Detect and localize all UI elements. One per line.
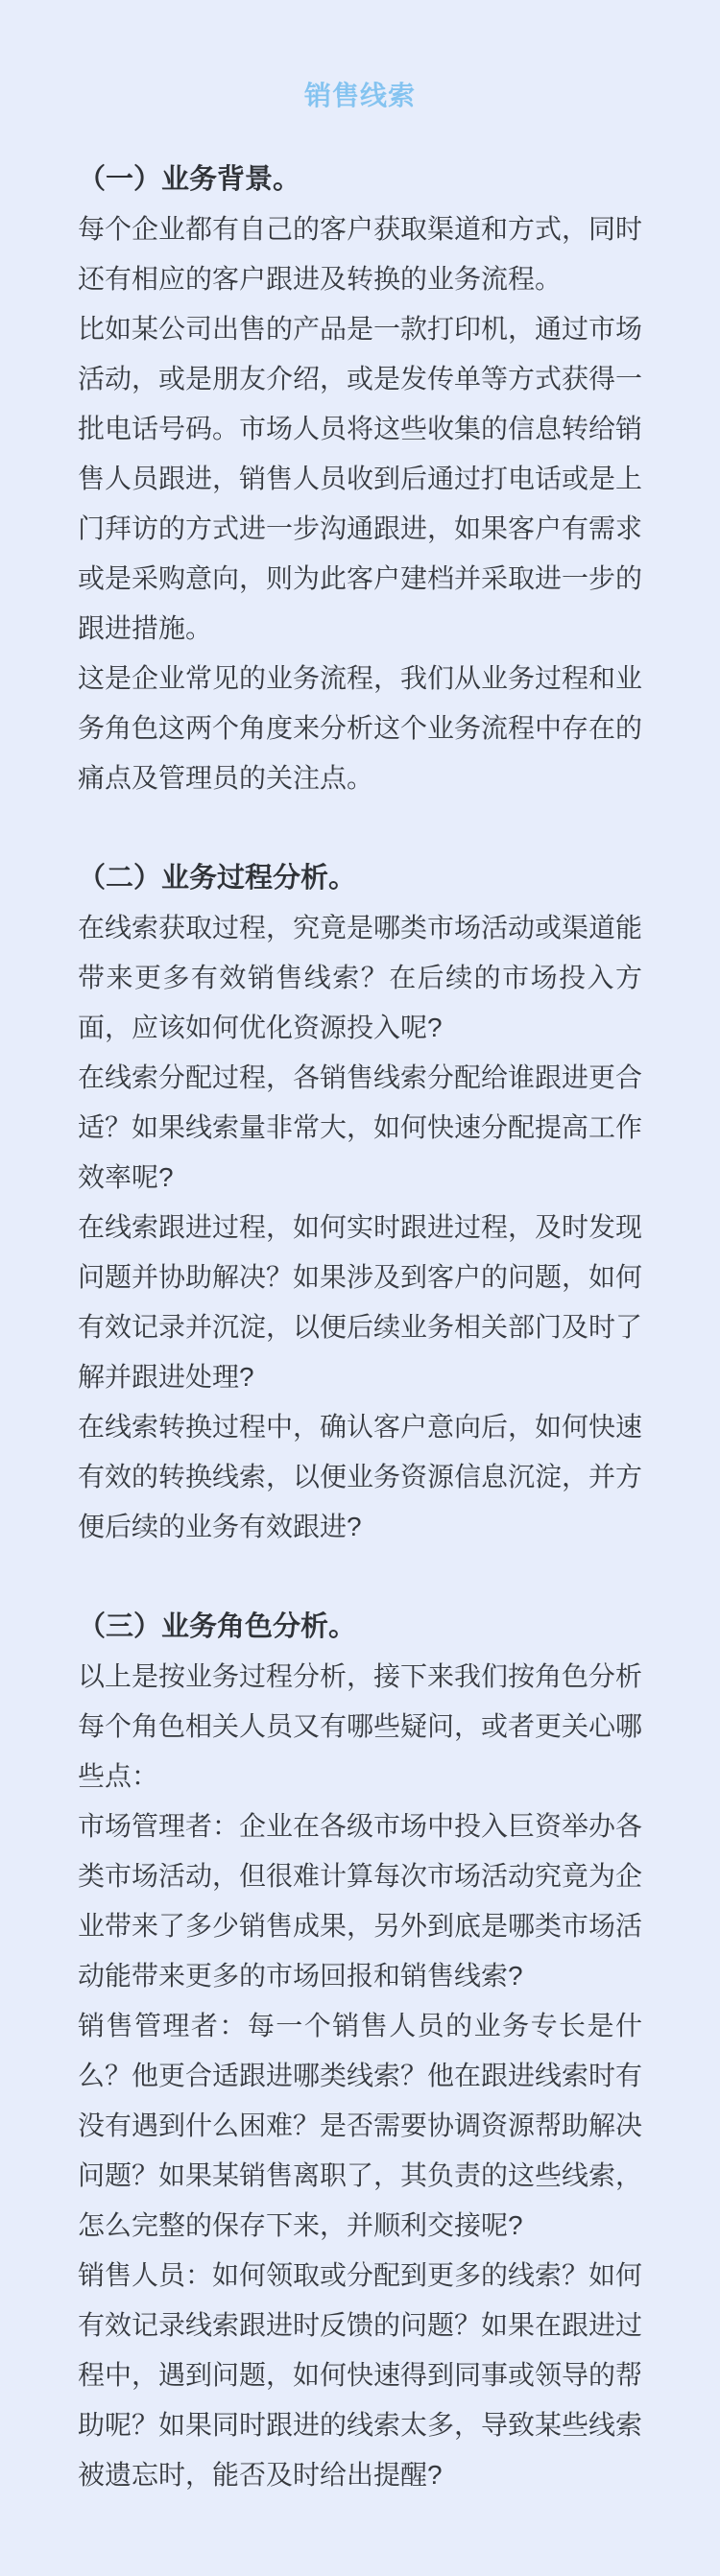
paragraph: 以上是按业务过程分析，接下来我们按角色分析每个角色相关人员又有哪些疑问，或者更关心哪些点： — [78, 1661, 643, 1791]
paragraph: 比如某公司出售的产品是一款打印机，通过市场活动，或是朋友介绍，或是发传单等方式获得一批电话号码。市场人员将这些收集的信息转给销售人员跟进，销售人员收到后通过打电话或是上门拜访的方式进一步沟通跟进，如果客户有需求或是采购意向，则为此客户建档并采取进一步的跟进措施。 — [78, 314, 643, 643]
section-heading: （三）业务角色分析。 — [78, 1611, 357, 1642]
section-heading: （一）业务背景。 — [78, 164, 301, 195]
paragraph: 市场管理者：企业在各级市场中投入巨资举办各类市场活动，但很难计算每次市场活动究竟为企业带来了多少销售成果，另外到底是哪类市场活动能带来更多的市场回报和销售线索? — [78, 1811, 643, 1991]
paragraph: 在线索转换过程中，确认客户意向后，如何快速有效的转换线索，以便业务资源信息沉淀，并方便后续的业务有效跟进? — [78, 1412, 643, 1541]
section-business-background — [78, 155, 642, 803]
section-business-role-analysis — [78, 1602, 642, 2500]
paragraph: 每个企业都有自己的客户获取渠道和方式，同时还有相应的客户跟进及转换的业务流程。 — [78, 214, 643, 294]
section-business-process-analysis — [78, 853, 642, 1552]
paragraph: 在线索分配过程，各销售线索分配给谁跟进更合适？如果线索量非常大，如何快速分配提高工作效率呢? — [78, 1062, 643, 1192]
paragraph: 在线索跟进过程，如何实时跟进过程，及时发现问题并协助解决？如果涉及到客户的问题，如何有效记录并沉淀，以便后续业务相关部门及时了解并跟进处理? — [78, 1212, 643, 1392]
paragraph: 销售人员：如何领取或分配到更多的线索？如何有效记录线索跟进时反馈的问题？如果在跟进过程中，遇到问题，如何快速得到同事或领导的帮助呢？如果同时跟进的线索太多，导致某些线索被遗忘时，能否及时给出提醒? — [78, 2260, 643, 2490]
paragraph: 在线索获取过程，究竟是哪类市场活动或渠道能带来更多有效销售线索？在后续的市场投入方面，应该如何优化资源投入呢? — [78, 913, 643, 1042]
paragraph: 销售管理者：每一个销售人员的业务专长是什么？他更合适跟进哪类线索？他在跟进线索时有没有遇到什么困难？是否需要协调资源帮助解决问题？如果某销售离职了，其负责的这些线索，怎么完整的保存下来，并顺利交接呢? — [78, 2011, 643, 2240]
section-heading: （二）业务过程分析。 — [78, 863, 357, 894]
paragraph: 这是企业常见的业务流程，我们从业务过程和业务角色这两个角度来分析这个业务流程中存在的痛点及管理员的关注点。 — [78, 663, 643, 793]
page-title: 销售线索 — [303, 81, 416, 110]
